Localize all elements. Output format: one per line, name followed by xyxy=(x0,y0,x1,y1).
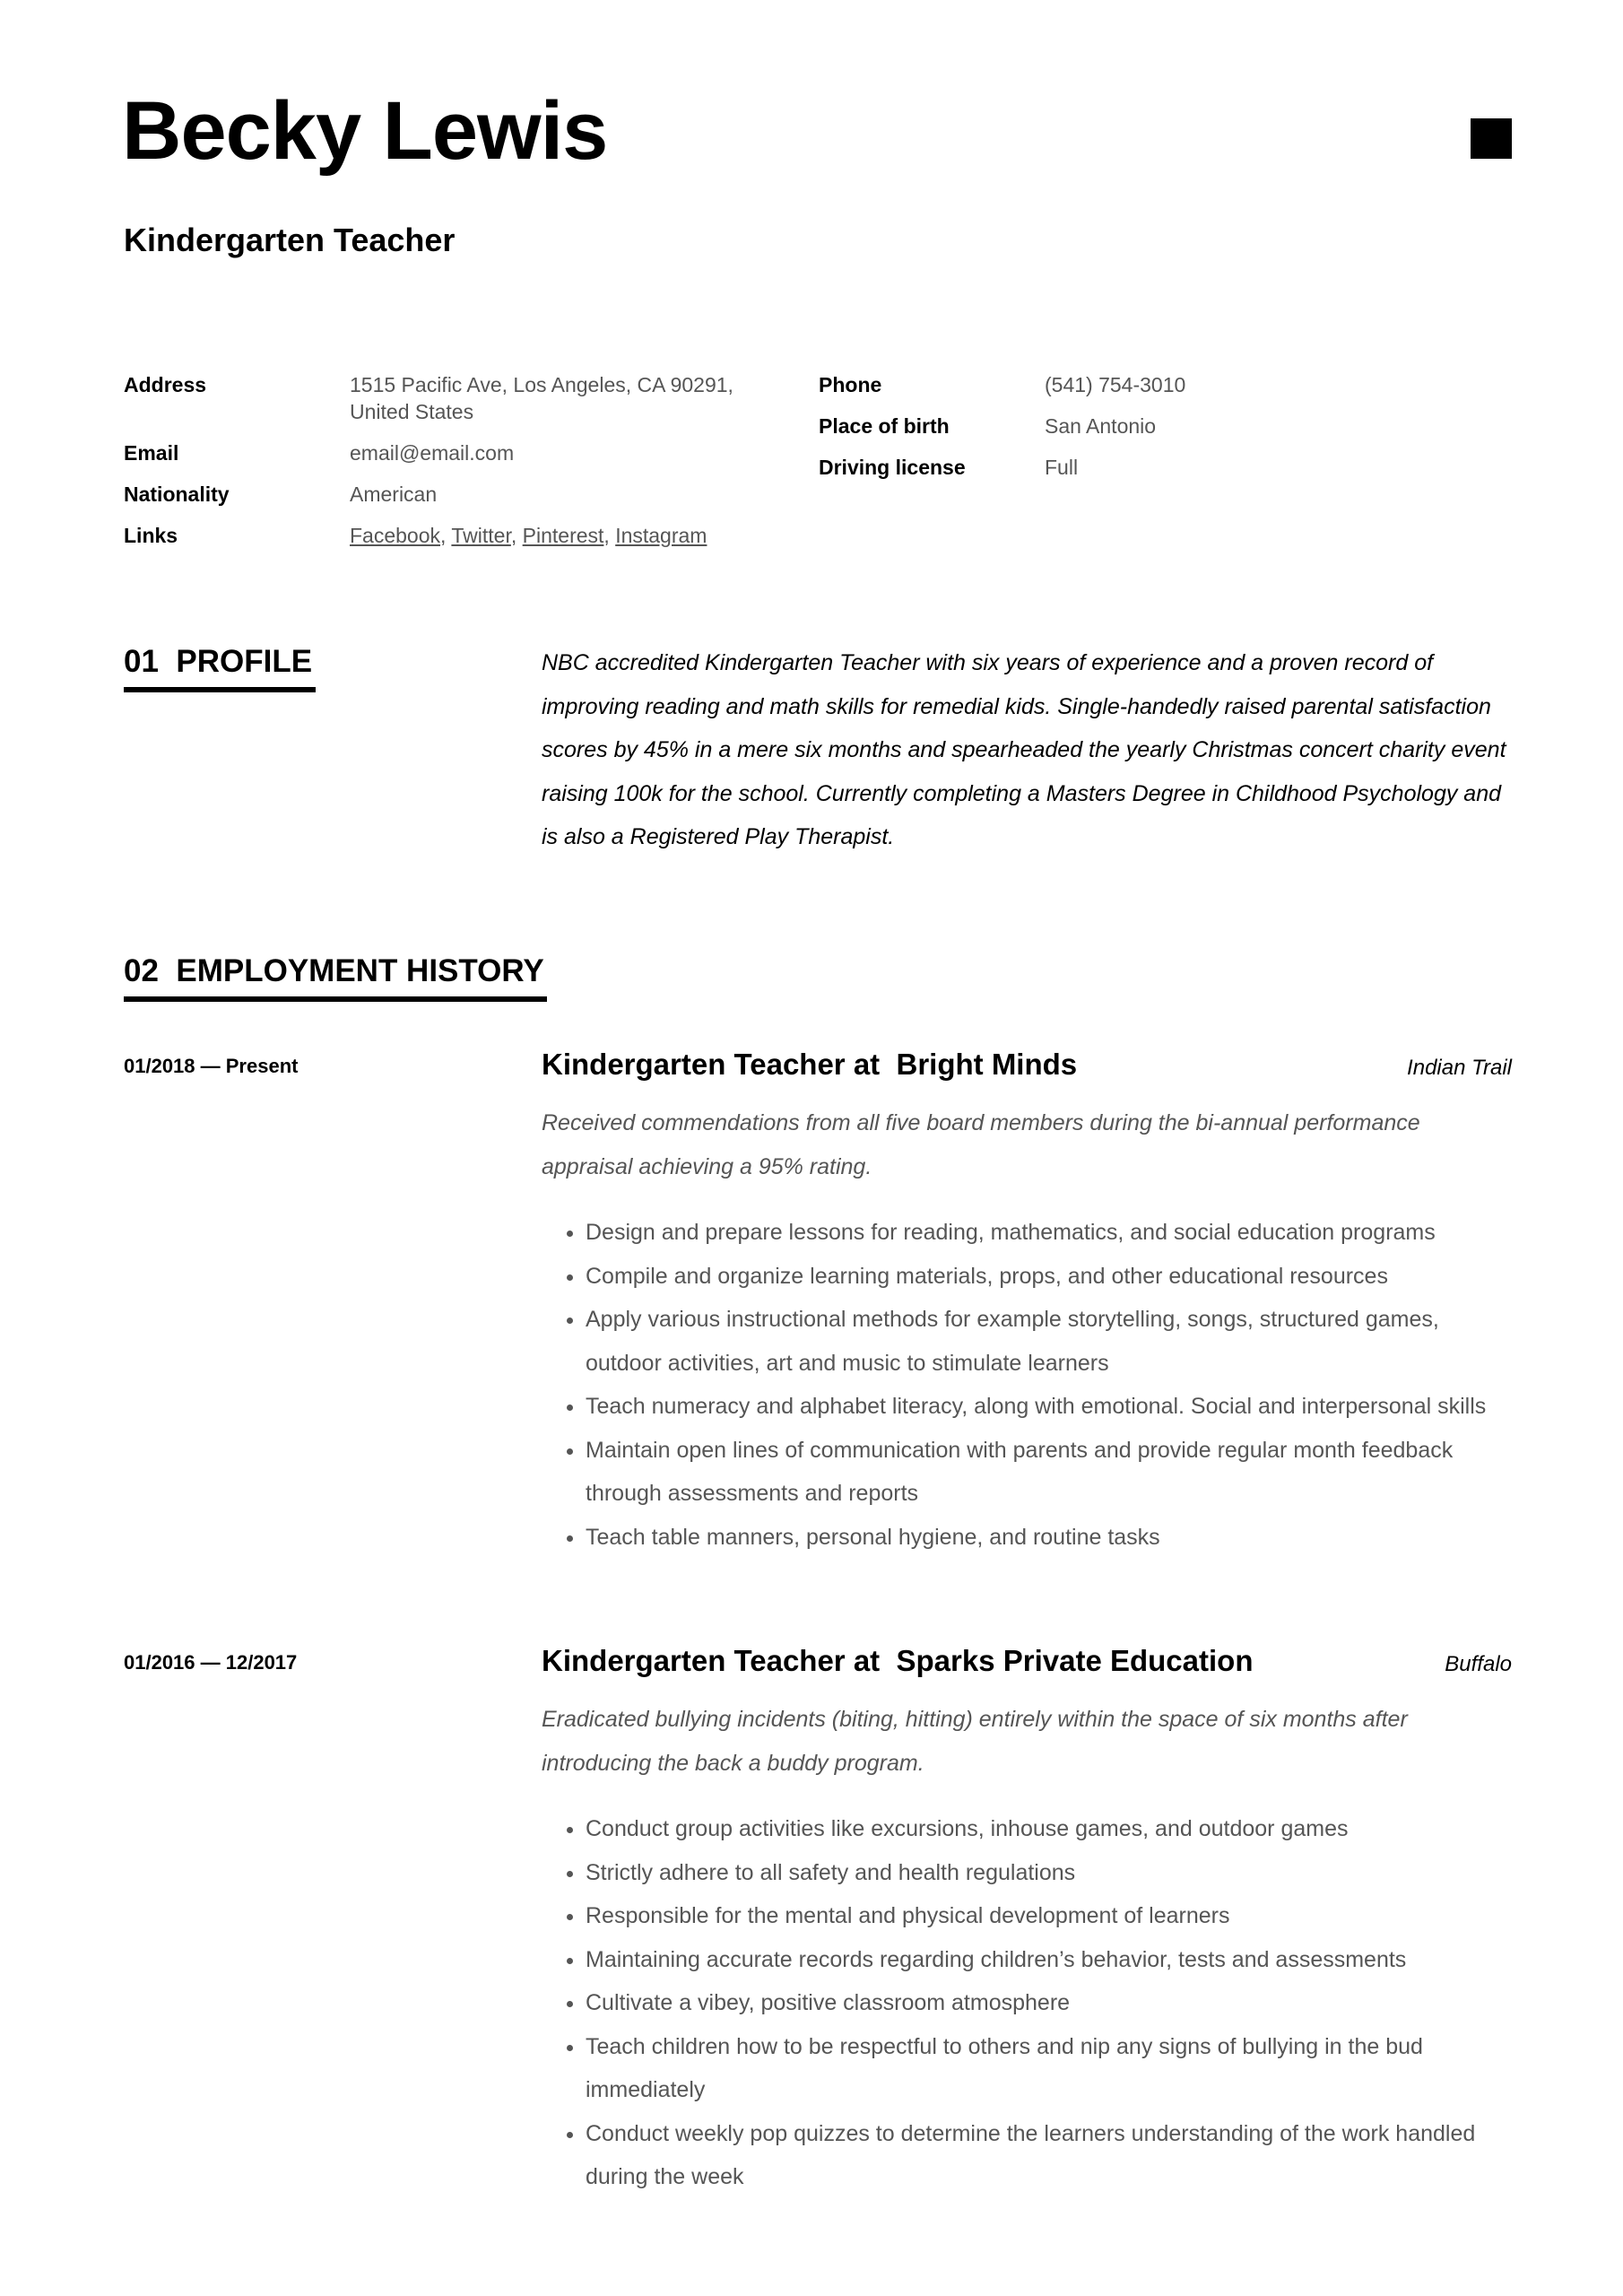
detail-value: American xyxy=(350,483,438,506)
section-underline xyxy=(124,996,547,1002)
detail-value: (541) 754-3010 xyxy=(1045,373,1186,396)
section-title: 01 PROFILE xyxy=(124,644,313,679)
job-description: Received commendations from all five board members during the bi-annual performance appraisal achieving a 95% rating. xyxy=(542,1110,1420,1179)
details-left xyxy=(124,371,769,563)
candidate-name: Becky Lewis xyxy=(122,85,608,177)
job-entry xyxy=(124,1644,1512,2199)
detail-label: Email xyxy=(124,441,179,465)
list-item: • Teach children how to be respectful to others and nip any signs of bullying in the bud immediately xyxy=(586,2025,1512,2112)
job-date: 01/2016 — 12/2017 xyxy=(124,1651,298,1674)
job-title: Kindergarten Teacher at Sparks Private Education xyxy=(542,1644,1254,1677)
list-item: • Strictly adhere to all safety and health regulations xyxy=(586,1851,1512,1895)
details-right xyxy=(819,371,1500,495)
detail-phone xyxy=(819,371,1500,398)
detail-label: Phone xyxy=(819,373,882,396)
job-description: Eradicated bullying incidents (biting, hitting) entirely within the space of six months after introducing the back a buddy program. xyxy=(542,1707,1408,1776)
links-list: Facebook, Twitter, Pinterest, Instagram xyxy=(350,524,707,547)
section-title: 02 EMPLOYMENT HISTORY xyxy=(124,953,544,988)
detail-address xyxy=(124,371,769,425)
list-item: • Apply various instructional methods for example storytelling, songs, structured games, outdoor activities, art and music to stimulate learners xyxy=(586,1298,1512,1385)
job-title: Kindergarten Teacher xyxy=(124,222,456,258)
detail-value: 1515 Pacific Ave, Los Angeles, CA 90291, United States xyxy=(350,373,733,423)
profile-text: NBC accredited Kindergarten Teacher with six years of experience and a proven record of improving reading and math skills for remedial kids. Single-handedly raised parental satisfaction scores by 45% in a mere six months and spearheaded the yearly Christmas concert charity event raising 100k for the school. Currently completing a Masters Degree in Childhood Psychology and is also a Registered Play Therapist. xyxy=(542,650,1506,849)
detail-value: Full xyxy=(1045,456,1079,479)
detail-label: Address xyxy=(124,373,207,396)
list-item: • Maintain open lines of communication with parents and provide regular month feedback through assessments and reports xyxy=(586,1429,1512,1516)
decorative-square-icon xyxy=(1471,118,1512,159)
list-item: • Maintaining accurate records regarding children’s behavior, tests and assessments xyxy=(586,1938,1512,1982)
detail-nationality xyxy=(124,481,769,508)
link-instagram[interactable]: Instagram xyxy=(615,524,707,547)
detail-value: San Antonio xyxy=(1045,414,1157,438)
link-pinterest[interactable]: Pinterest xyxy=(522,524,604,547)
list-item: • Conduct weekly pop quizzes to determine the learners understanding of the work handled during the week xyxy=(586,2112,1512,2199)
detail-label: Place of birth xyxy=(819,414,950,438)
link-facebook[interactable]: Facebook xyxy=(350,524,441,547)
job-entry xyxy=(124,1048,1512,1559)
section-underline xyxy=(124,687,316,692)
list-item: • Design and prepare lessons for reading, mathematics, and social education programs xyxy=(586,1211,1512,1255)
job-bullets xyxy=(542,1807,1512,2199)
list-item: • Compile and organize learning materials, props, and other educational resources xyxy=(586,1255,1512,1299)
employment-heading xyxy=(124,953,547,1002)
link-twitter[interactable]: Twitter xyxy=(451,524,511,547)
list-item: • Conduct group activities like excursions, inhouse games, and outdoor games xyxy=(586,1807,1512,1851)
list-item: • Responsible for the mental and physical development of learners xyxy=(586,1894,1512,1938)
job-location: Buffalo xyxy=(1445,1652,1512,1676)
list-item: • Teach table manners, personal hygiene, and routine tasks xyxy=(586,1516,1512,1560)
detail-links xyxy=(124,522,769,549)
detail-label: Links xyxy=(124,524,178,547)
detail-label: Driving license xyxy=(819,456,966,479)
detail-driving-license xyxy=(819,454,1500,481)
detail-label: Nationality xyxy=(124,483,230,506)
list-item: • Cultivate a vibey, positive classroom atmosphere xyxy=(586,1981,1512,2025)
job-location: Indian Trail xyxy=(1407,1056,1512,1080)
list-item: • Teach numeracy and alphabet literacy, along with emotional. Social and interpersonal skills xyxy=(586,1385,1512,1429)
job-bullets xyxy=(542,1211,1512,1559)
detail-value: email@email.com xyxy=(350,441,515,465)
detail-email xyxy=(124,439,769,466)
job-date: 01/2018 — Present xyxy=(124,1055,299,1077)
profile-heading xyxy=(124,644,316,692)
job-title: Kindergarten Teacher at Bright Minds xyxy=(542,1048,1078,1081)
detail-place-of-birth xyxy=(819,413,1500,439)
